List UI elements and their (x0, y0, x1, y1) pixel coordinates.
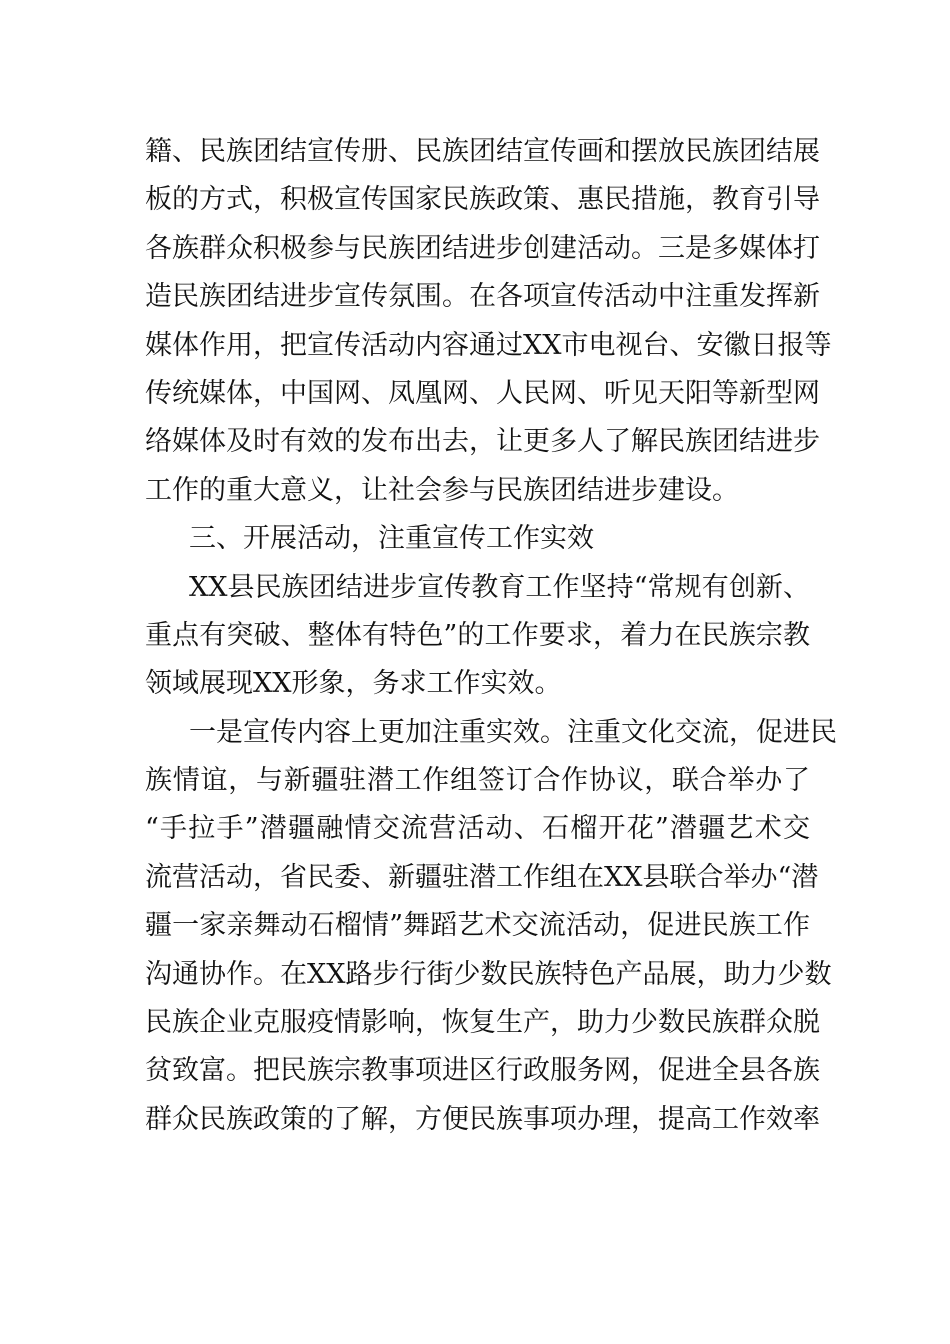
text-line: 工作的重大意义，让社会参与民族团结进步建设。 (145, 474, 739, 506)
text-line: 流营活动，省民委、新疆驻潜工作组在XX县联合举办“潜 (145, 861, 819, 893)
text-line: 籍、民族团结宣传册、民族团结宣传画和摆放民族团结展 (145, 136, 820, 167)
text-line: 媒体作用，把宣传活动内容通过XX市电视台、安徽日报等 (145, 329, 832, 361)
text-line: 板的方式，积极宣传国家民族政策、惠民措施，教育引导 (145, 184, 820, 216)
section-heading (145, 515, 810, 563)
text-line: 传统媒体，中国网、凤凰网、人民网、听见天阳等新型网 (145, 377, 820, 409)
text-line: 造民族团结进步宣传氛围。在各项宣传活动中注重发挥新 (145, 281, 820, 313)
text-line: 一是宣传内容上更加注重实效。注重文化交流，促进民 (189, 716, 837, 748)
text-line: 领域展现XX形象，务求工作实效。 (145, 668, 562, 700)
paragraph-3 (145, 709, 837, 1145)
text-line: 群众民族政策的了解，方便民族事项办理，提高工作效率 (145, 1103, 820, 1135)
paragraph-2 (145, 564, 810, 709)
text-line: 各族群众积极参与民族团结进步创建活动。三是多媒体打 (145, 232, 820, 264)
document-body (145, 128, 837, 1144)
heading-text: 三、开展活动，注重宣传工作实效 (189, 523, 594, 555)
text-line: 络媒体及时有效的发布出去，让更多人了解民族团结进步 (145, 426, 820, 458)
text-line: 沟通协作。在XX路步行街少数民族特色产品展，助力少数 (145, 958, 832, 990)
text-line: 族情谊，与新疆驻潜工作组签订合作协议，联合举办了 (145, 765, 810, 797)
text-line: 民族企业克服疫情影响，恢复生产，助力少数民族群众脱 (145, 1007, 820, 1039)
text-line: 重点有突破、整体有特色”的工作要求，着力在民族宗教 (145, 619, 810, 651)
text-line: 疆一家亲舞动石榴情”舞蹈艺术交流活动，促进民族工作 (145, 910, 810, 942)
text-line: “手拉手”潜疆融情交流营活动、石榴开花”潜疆艺术交 (145, 813, 810, 845)
text-line: XX县民族团结进步宣传教育工作坚持“常规有创新、 (189, 571, 810, 603)
text-line: 贫致富。把民族宗教事项进区行政服务网，促进全县各族 (145, 1055, 820, 1087)
paragraph-1 (145, 128, 832, 515)
